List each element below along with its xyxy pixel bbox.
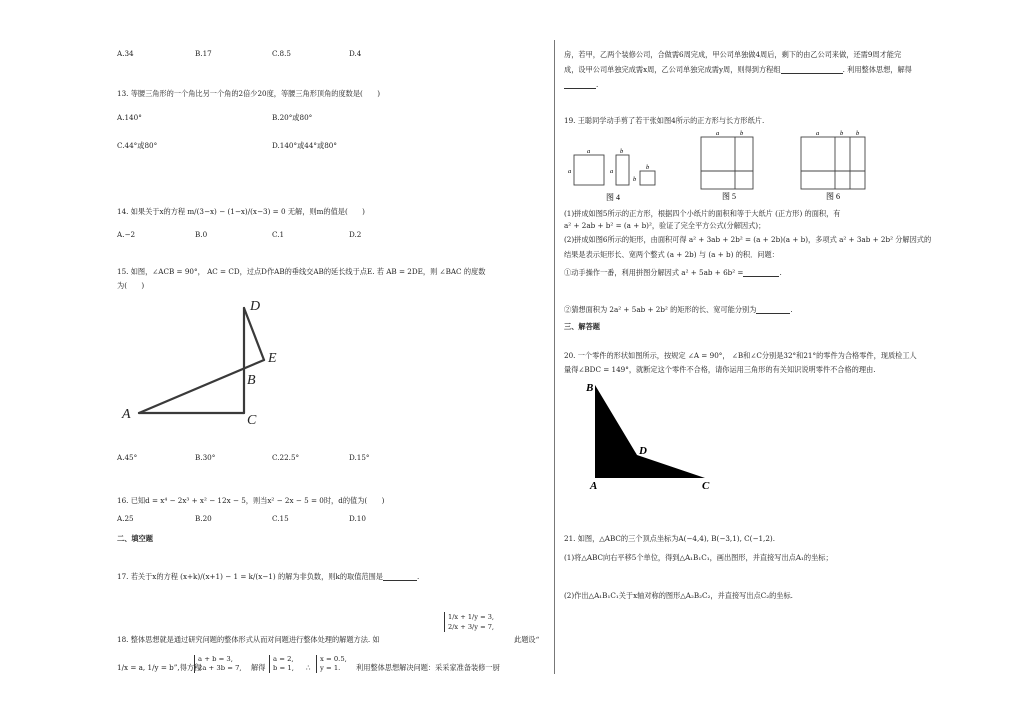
q14-option-c: C.1 (272, 230, 285, 239)
column-divider (554, 40, 555, 674)
q15-label-d: D (250, 299, 261, 314)
q14-option-d: D.2 (349, 230, 362, 239)
q19-sub2 (564, 305, 793, 314)
q18-line1-end: 此题设“ (514, 635, 540, 644)
q19-sub1-blank[interactable] (743, 268, 782, 277)
q13-option-d: D.140°或44°或80° (272, 141, 337, 150)
q18-system-top-row1: 1/x + 1/y = 3, (448, 613, 495, 621)
q14-option-a: A.−2 (117, 230, 136, 239)
fig5-caption: 图 5 (722, 192, 736, 201)
q18-solution-blank[interactable] (564, 80, 599, 89)
q18-cont-line1: 房，若甲，乙两个装修公司，合做需6周完成，甲公司单独做4周后，剩下的由乙公司来做，还需9周才能完 (564, 50, 902, 59)
q15-stem-line1: 15. 如图，∠ACB = 90°， AC = CD，过点D作AB的垂线交AB的延长线于点E. 若 AB = 2DE，则 ∠BAC 的度数 (117, 267, 486, 276)
q18-system-2-row1: a = 2, (273, 655, 294, 663)
q15-option-d: D.15° (349, 453, 370, 462)
q14-option-b: B.0 (195, 230, 208, 239)
q16-option-b: B.20 (195, 514, 212, 523)
q15-label-c: C (247, 413, 257, 428)
q20-label-d: D (639, 445, 647, 457)
fig5-label-a: a (716, 130, 720, 137)
q19-figure-6 (796, 128, 876, 202)
fig6-label-b2: b (856, 130, 860, 137)
fig6-label-b1: b (840, 130, 844, 137)
q18-line2d: 利用整体思想解决问题：采采家准备装修一厨 (356, 663, 500, 672)
q18-system-1-row2: 2a + 3b = 7, (198, 664, 242, 672)
q18-system-top (444, 612, 494, 632)
q20-line2: 量得∠BDC = 149°，就断定这个零件不合格，请你运用三角形的有关知识说明零件不合格的理由. (564, 365, 876, 374)
q12-option-a: A.34 (117, 49, 134, 58)
q20-label-c: C (702, 480, 710, 490)
fig4-label-b-small-left: b (633, 176, 637, 183)
q15-option-c: C.22.5° (272, 453, 300, 462)
q19-sub2-end: . (790, 305, 793, 314)
q17-stem (117, 572, 419, 581)
q20-figure (580, 378, 720, 490)
q19-sub1-end: . (779, 268, 782, 277)
q19-figure-5 (696, 128, 768, 202)
q18-system-1 (194, 655, 242, 673)
q13-option-a: A.140° (117, 113, 142, 122)
q15-label-e: E (268, 351, 277, 366)
q13-option-c: C.44°或80° (117, 141, 158, 150)
q19-sub2-text: ②猜想面积为 2a² + 5ab + 2b² 的矩形的长、宽可能分别为 (564, 305, 757, 314)
fig4-label-a-side: a (610, 168, 614, 175)
q18-cont-line2 (564, 65, 912, 74)
q12-option-c: C.8.5 (272, 49, 291, 58)
fig4-label-b-small-top: b (646, 164, 650, 171)
q13-option-b: B.20°或80° (272, 113, 313, 122)
q18-system-top-row2: 2/x + 3/y = 7, (448, 623, 495, 631)
q19-sub2-blank[interactable] (756, 305, 793, 314)
q21-part2: (2)作出△A₁B₁C₁关于x轴对称的图形△A₂B₂C₂，并直接写出点C₂的坐标. (564, 591, 793, 600)
q18-line2a: 1/x = a, 1/y = b”,得方程 (117, 663, 202, 672)
q15-stem-line2: 为( ) (117, 281, 145, 290)
q15-figure (118, 292, 298, 432)
q19-sub1 (564, 268, 782, 277)
q17-stem-text: 17. 若关于x的方程 (x+k)/(x+1) − 1 = k/(x−1) 的解为非负数，则k的取值范围是 (117, 572, 383, 581)
q18-cont-line2b: . 利用整体思想，解得 (842, 65, 912, 74)
q15-option-a: A.45° (117, 453, 138, 462)
q15-label-b: B (247, 373, 256, 388)
fig5-label-b: b (740, 130, 744, 137)
fig4-caption: 图 4 (606, 193, 620, 202)
q18-system-1-row1: a + b = 3, (198, 655, 233, 663)
q17-end: . (416, 572, 420, 581)
q15-option-b: B.30° (195, 453, 216, 462)
q16-option-c: C.15 (272, 514, 289, 523)
q19-part1-line1: (1)拼成如图5所示的正方形，根据四个小纸片的面积和等于大纸片 (正方形) 的面积，有 (564, 209, 841, 218)
q18-line1: 18. 整体思想就是通过研究问题的整体形式从而对问题进行整体处理的解题方法. 如 (117, 635, 380, 644)
q18-system-3 (316, 655, 347, 673)
q18-line2c: ∴ (306, 663, 311, 672)
q20-line1: 20. 一个零件的形状如图所示，按规定 ∠A = 90°， ∠B和∠C分别是32°和21°的零件为合格零件，现质检工人 (564, 351, 917, 360)
q18-system-2 (269, 655, 294, 673)
q14-stem: 14. 如果关于x的方程 m/(3−x) − (1−x)/(x−3) = 0 无解，则m的值是( ) (117, 207, 365, 216)
fig6-label-a: a (816, 130, 820, 137)
section-answer-heading: 三、解答题 (564, 322, 600, 331)
q19-stem: 19. 王聪同学动手剪了若干张如图4所示的正方形与长方形纸片. (564, 116, 765, 125)
fig4-label-a-top: a (587, 148, 591, 155)
q12-option-d: D.4 (349, 49, 362, 58)
q12-option-b: B.17 (195, 49, 212, 58)
fig4-label-b-top: b (620, 148, 624, 155)
q17-answer-blank[interactable] (383, 572, 420, 581)
q16-option-d: D.10 (349, 514, 366, 523)
q19-part2-line2: 结果是表示矩形长、宽两个整式 (a + 2b) 与 (a + b) 的积．问题： (564, 250, 779, 259)
q15-label-a: A (122, 407, 131, 422)
fig4-label-a-left: a (568, 168, 572, 175)
q18-cont-line3 (564, 80, 598, 89)
section-fill-in-heading: 二、填空题 (117, 534, 153, 543)
q18-system-3-row1: x = 0.5, (320, 655, 347, 663)
q18-equation-blank[interactable] (781, 65, 843, 74)
q18-cont-line3-end: . (596, 80, 599, 89)
q20-label-a: A (590, 480, 598, 490)
q18-line2b: 解得 (251, 663, 266, 672)
q19-part2-line1: (2)拼成如图6所示的矩形，由面积可得 a² + 3ab + 2b² = (a + 2b)(a + b)，多项式 a² + 3ab + 2b² 分解因式的 (564, 235, 932, 244)
q18-cont-line2a: 成，设甲公司单独完成需x周，乙公司单独完成需y周，则得到方程组 (564, 65, 781, 74)
q18-system-3-row2: y = 1. (320, 664, 341, 672)
q19-sub1-text: ①动手操作一番，利用拼图分解因式 a² + 5ab + 6b² = (564, 268, 744, 277)
q18-system-2-row2: b = 1, (273, 664, 294, 672)
fig6-caption: 图 6 (826, 192, 840, 201)
q19-figure-4 (566, 145, 666, 203)
q13-stem: 13. 等腰三角形的一个角比另一个角的2倍少20度，等腰三角形顶角的度数是( ) (117, 89, 381, 98)
q20-label-b: B (586, 382, 594, 394)
q16-option-a: A.25 (117, 514, 134, 523)
q16-stem: 16. 已知d = x⁴ − 2x³ + x² − 12x − 5，则当x² − 2x − 5 = 0时，d的值为( ) (117, 496, 385, 505)
q19-part1-line2: a² + 2ab + b² = (a + b)²，验证了完全平方公式(分解因式)； (564, 221, 766, 230)
q21-part1: (1)将△ABC向右平移5个单位，得到△A₁B₁C₁，画出图形，并直接写出点A₁的坐标； (564, 553, 833, 562)
q21-stem: 21. 如图，△ABC的三个顶点坐标为A(−4,4), B(−3,1), C(−1,2). (564, 534, 775, 543)
